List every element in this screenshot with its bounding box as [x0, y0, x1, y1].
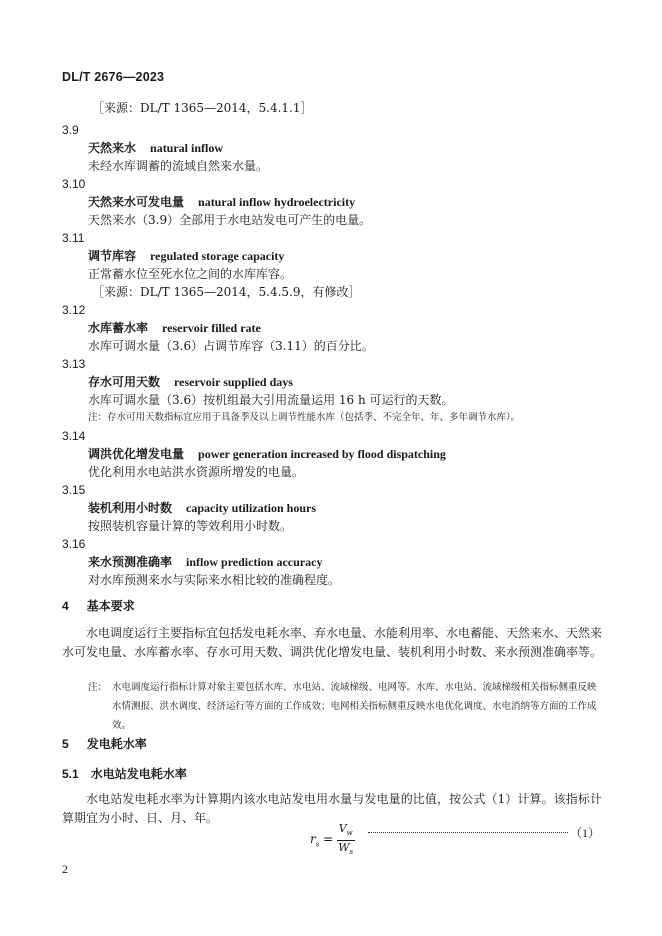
subsection-heading [62, 766, 187, 782]
entry-term [88, 500, 316, 516]
source-reference: ［来源：DL/T 1365—2014，5.4.5.9，有修改］ [92, 285, 361, 299]
term-cn: 天然来水 [88, 141, 137, 155]
page-number: 2 [62, 862, 68, 876]
entry-term [88, 554, 322, 570]
fraction [336, 822, 355, 859]
section-note [88, 678, 602, 735]
entry-definition: 水库可调水量（3.6）占调节库容（3.11）的百分比。 [88, 339, 374, 353]
term-cn: 调洪优化增发电量 [88, 447, 185, 461]
entry-number: 3.16 [62, 537, 86, 551]
entry-number: 3.9 [62, 123, 79, 137]
entry-note: 注：存水可用天数指标宜应用于具备季及以上调节性能水库（包括季、不完全年、年、多年调节水库）。 [88, 412, 521, 423]
section-number: 5.1 [62, 767, 79, 781]
section-title: 基本要求 [86, 599, 135, 613]
doc-code-header: DL/T 2676—2023 [62, 70, 165, 84]
entry-definition: 未经水库调蓄的流域自然来水量。 [88, 159, 269, 173]
entry-term [88, 446, 446, 462]
term-cn: 存水可用天数 [88, 375, 161, 389]
entry-definition: 正常蓄水位至死水位之间的水库库容。 [88, 267, 293, 281]
entry-number: 3.11 [62, 231, 85, 245]
term-en: reservoir filled rate [162, 321, 261, 335]
term-en: power generation increased by flood dispatching [198, 447, 446, 461]
entry-definition: 按照装机容量计算的等效利用小时数。 [88, 519, 293, 533]
term-cn: 装机利用小时数 [88, 501, 173, 515]
section-heading [62, 736, 147, 752]
source-reference: ［来源：DL/T 1365—2014，5.4.1.1］ [92, 101, 313, 115]
entry-term [88, 140, 223, 156]
entry-term [88, 248, 284, 264]
entry-term [88, 194, 355, 210]
entry-definition: 对水库预测来水与实际来水相比较的准确程度。 [88, 573, 341, 587]
section-paragraph: 水电调度运行主要指标宜包括发电耗水率、弃水电量、水能利用率、水电蓄能、天然来水、天然来水可发电量、水库蓄水率、存水可用天数、调洪优化增发电量、装机利用小时数、来水预测准确率等。 [62, 626, 603, 659]
entry-number: 3.12 [62, 303, 86, 317]
term-en: capacity utilization hours [186, 501, 317, 515]
term-cn: 调节库容 [88, 249, 137, 263]
entry-definition: 水库可调水量（3.6）按机组最大引用流量运用 16 h 可运行的天数。 [88, 393, 454, 407]
entry-definition: 天然来水（3.9）全部用于水电站发电可产生的电量。 [88, 213, 372, 227]
term-en: natural inflow hydroelectricity [198, 195, 356, 209]
term-cn: 来水预测准确率 [88, 555, 173, 569]
term-en: reservoir supplied days [174, 375, 293, 389]
leader-dots [368, 832, 568, 833]
section-number: 4 [62, 599, 69, 613]
section-title: 水电站发电耗水率 [90, 767, 187, 781]
term-en: inflow prediction accuracy [186, 555, 323, 569]
denominator: $W_s$ [338, 841, 354, 857]
term-en: regulated storage capacity [150, 249, 285, 263]
section-number: 5 [62, 737, 69, 751]
entry-number: 3.14 [62, 429, 86, 443]
entry-number: 3.13 [62, 357, 86, 371]
note-label: 注： [88, 682, 108, 693]
term-cn: 水库蓄水率 [88, 321, 149, 335]
term-en: natural inflow [150, 141, 224, 155]
term-cn: 天然来水可发电量 [88, 195, 185, 209]
section-title: 发电耗水率 [86, 737, 147, 751]
formula-lhs: $r_s$ = [310, 832, 334, 849]
formula [310, 822, 355, 859]
section-paragraph: 水电站发电耗水率为计算期内该水电站发电用水量与发电量的比值，按公式（1）计算。该指标计算期宜为小时、日、月、年。 [62, 792, 602, 825]
equation-number: （1） [569, 826, 600, 840]
entry-term [88, 374, 293, 390]
entry-number: 3.10 [62, 177, 86, 191]
entry-term [88, 320, 261, 336]
entry-definition: 优化利用水电站洪水资源所增发的电量。 [88, 465, 305, 479]
entry-number: 3.15 [62, 483, 86, 497]
section-heading [62, 598, 135, 614]
note-body: 水电调度运行指标计算对象主要包括水库、水电站、流域梯级、电网等。水库、水电站、流域梯级相关指标侧重反映水情测报、洪水调度、经济运行等方面的工作成效；电网相关指标侧重反映水电优化调度、水电消纳等方面的工作成效。 [112, 682, 597, 731]
numerator: $V_w$ [337, 822, 355, 841]
equation [310, 822, 600, 858]
